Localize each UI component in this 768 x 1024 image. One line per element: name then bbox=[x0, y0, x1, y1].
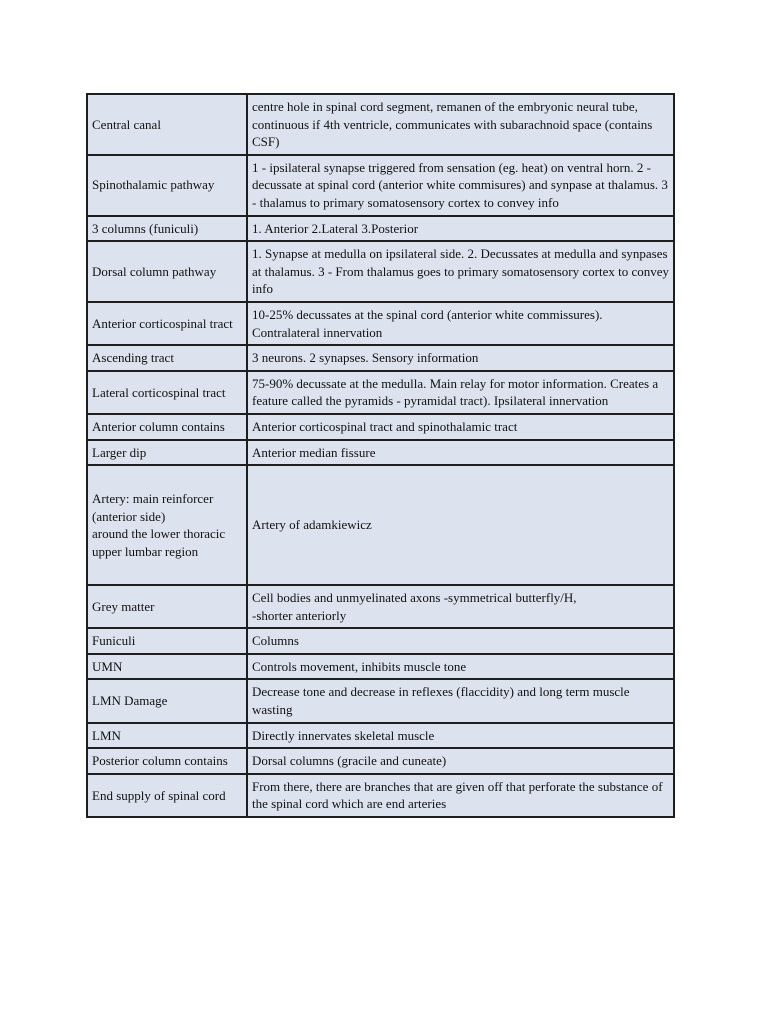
table-row bbox=[87, 748, 674, 774]
term-cell: Ascending tract bbox=[87, 345, 247, 371]
term-cell: 3 columns (funiculi) bbox=[87, 216, 247, 242]
definition-cell: Columns bbox=[247, 628, 674, 654]
table-row bbox=[87, 723, 674, 749]
table-row bbox=[87, 414, 674, 440]
table-row bbox=[87, 155, 674, 216]
table-row bbox=[87, 679, 674, 722]
table-row bbox=[87, 302, 674, 345]
definition-cell: Dorsal columns (gracile and cuneate) bbox=[247, 748, 674, 774]
term-cell: Anterior column contains bbox=[87, 414, 247, 440]
definition-cell: centre hole in spinal cord segment, remanen of the embryonic neural tube, continuous if 4th ventricle, communicates with subarachnoid space (contains CSF) bbox=[247, 94, 674, 155]
term-cell: Anterior corticospinal tract bbox=[87, 302, 247, 345]
term-cell: UMN bbox=[87, 654, 247, 680]
definition-cell: Anterior median fissure bbox=[247, 440, 674, 466]
table-row bbox=[87, 371, 674, 414]
definition-cell: 75-90% decussate at the medulla. Main relay for motor information. Creates a feature called the pyramids - pyramidal tract). Ipsilateral innervation bbox=[247, 371, 674, 414]
table-row bbox=[87, 94, 674, 155]
table-row bbox=[87, 654, 674, 680]
table-row bbox=[87, 465, 674, 585]
definition-cell: 1. Synapse at medulla on ipsilateral side. 2. Decussates at medulla and synpases at thalamus. 3 - From thalamus goes to primary somatosensory cortex to convey info bbox=[247, 241, 674, 302]
definition-cell: Cell bodies and unmyelinated axons -symmetrical butterfly/H, -shorter anteriorly bbox=[247, 585, 674, 628]
definition-cell: 1 - ipsilateral synapse triggered from sensation (eg. heat) on ventral horn. 2 - decussate at spinal cord (anterior white commisures) and synpase at thalamus. 3 - thalamus to primary somatosensory cortex to convey info bbox=[247, 155, 674, 216]
term-cell: Lateral corticospinal tract bbox=[87, 371, 247, 414]
definition-cell: 3 neurons. 2 synapses. Sensory information bbox=[247, 345, 674, 371]
term-cell: Larger dip bbox=[87, 440, 247, 466]
definition-cell: Anterior corticospinal tract and spinothalamic tract bbox=[247, 414, 674, 440]
table-row bbox=[87, 216, 674, 242]
table-row bbox=[87, 440, 674, 466]
term-cell: End supply of spinal cord bbox=[87, 774, 247, 817]
term-cell: Artery: main reinforcer (anterior side) around the lower thoracic upper lumbar region bbox=[87, 465, 247, 585]
table-row bbox=[87, 628, 674, 654]
definition-cell: 1. Anterior 2.Lateral 3.Posterior bbox=[247, 216, 674, 242]
definition-cell: Directly innervates skeletal muscle bbox=[247, 723, 674, 749]
term-cell: Grey matter bbox=[87, 585, 247, 628]
definition-cell: Artery of adamkiewicz bbox=[247, 465, 674, 585]
definition-cell: Controls movement, inhibits muscle tone bbox=[247, 654, 674, 680]
table-row bbox=[87, 585, 674, 628]
table-row bbox=[87, 241, 674, 302]
term-cell: LMN bbox=[87, 723, 247, 749]
term-cell: Dorsal column pathway bbox=[87, 241, 247, 302]
definition-cell: From there, there are branches that are given off that perforate the substance of the spinal cord which are end arteries bbox=[247, 774, 674, 817]
definition-cell: Decrease tone and decrease in reflexes (flaccidity) and long term muscle wasting bbox=[247, 679, 674, 722]
table-row bbox=[87, 345, 674, 371]
term-cell: Funiculi bbox=[87, 628, 247, 654]
glossary-table bbox=[86, 93, 675, 818]
table-row bbox=[87, 774, 674, 817]
term-cell: LMN Damage bbox=[87, 679, 247, 722]
definition-cell: 10-25% decussates at the spinal cord (anterior white commissures). Contralateral innervation bbox=[247, 302, 674, 345]
term-cell: Spinothalamic pathway bbox=[87, 155, 247, 216]
term-cell: Central canal bbox=[87, 94, 247, 155]
term-cell: Posterior column contains bbox=[87, 748, 247, 774]
